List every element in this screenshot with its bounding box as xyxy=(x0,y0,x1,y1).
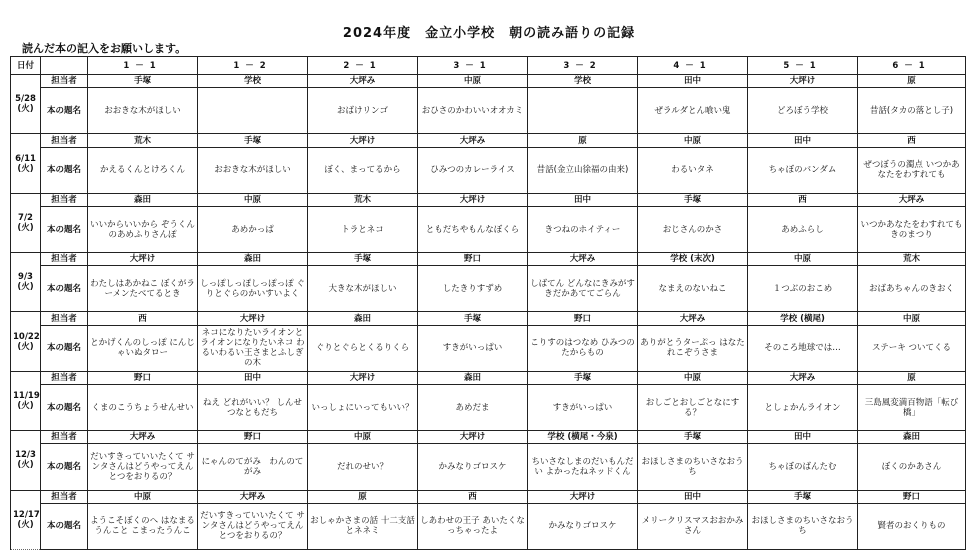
date-cell xyxy=(11,253,41,312)
book-title-cell: しっぽしっぽしっぽっぽ ぐりとぐらのかいすいよく xyxy=(198,266,308,312)
class-header: 5－1 xyxy=(748,57,858,75)
date-value: 12/3 xyxy=(15,450,36,461)
book-title-cell: かみなりゴロスケ xyxy=(418,444,528,490)
book-title-cell: きつねのホイティー xyxy=(528,207,638,253)
teacher-cell: 手塚 xyxy=(638,193,748,206)
record-body xyxy=(11,75,966,550)
book-title-cell: おおきな木がほしい xyxy=(88,88,198,134)
teacher-cell: 手塚 xyxy=(528,371,638,384)
book-title-cell: いいからいいから ぞうくんのあめふりさんぽ xyxy=(88,207,198,253)
teacher-cell: 大坪け xyxy=(418,193,528,206)
book-title-cell: としょかんライオン xyxy=(748,385,858,431)
teacher-cell: 手塚 xyxy=(308,253,418,266)
date-value: 10/22 xyxy=(13,331,40,342)
teacher-cell: 田中 xyxy=(528,193,638,206)
book-title-cell: かえるくんとけろくん xyxy=(88,147,198,193)
book-title-cell: だいすきっていいたくて サンタさんはどうやってえんとつをおりるの？ xyxy=(88,444,198,490)
teacher-cell: 森田 xyxy=(858,431,966,444)
weekday-value: (火) xyxy=(17,460,34,471)
book-title-cell: あめふらし xyxy=(748,207,858,253)
book-label: 本の題名 xyxy=(41,385,88,431)
book-title-cell: ぐりとぐらとくるりくら xyxy=(308,325,418,371)
book-title-cell: したきりすずめ xyxy=(418,266,528,312)
date-cell xyxy=(11,134,41,193)
instruction-text: 読んだ本の記入をお願いします。 xyxy=(22,42,187,55)
book-title-cell: 昔話(タカの落とし子) xyxy=(858,88,966,134)
teacher-cell: 学校 (末次) xyxy=(638,253,748,266)
class-header: 3－1 xyxy=(418,57,528,75)
teacher-cell: 野口 xyxy=(198,431,308,444)
date-value: 9/3 xyxy=(18,272,33,283)
teacher-cell: 荒木 xyxy=(88,134,198,147)
book-title-cell: おしゃかさまの話 十二支話とネネミ xyxy=(308,503,418,549)
teacher-cell: 中原 xyxy=(638,371,748,384)
teacher-cell: 大坪け xyxy=(88,253,198,266)
book-title-cell: おしごとおしごとなにする？ xyxy=(638,385,748,431)
book-row xyxy=(11,385,966,431)
teacher-row xyxy=(11,431,966,444)
date-cell xyxy=(11,490,41,549)
class-header: 2－1 xyxy=(308,57,418,75)
book-title-cell: どろぼう学校 xyxy=(748,88,858,134)
book-title-cell: こりすのはつなめ ひみつのたからもの xyxy=(528,325,638,371)
teacher-cell: 大坪け xyxy=(198,312,308,325)
teacher-row xyxy=(11,371,966,384)
class-header: 1－1 xyxy=(88,57,198,75)
teacher-cell: 田中 xyxy=(198,371,308,384)
teacher-cell: 荒木 xyxy=(858,253,966,266)
teacher-cell: 大坪み xyxy=(88,431,198,444)
book-row xyxy=(11,207,966,253)
book-title-cell xyxy=(198,88,308,134)
date-value: 7/2 xyxy=(18,212,33,223)
book-title-cell: すきがいっぱい xyxy=(418,325,528,371)
book-title-cell: おおきな木がほしい xyxy=(198,147,308,193)
teacher-cell: 野口 xyxy=(88,371,198,384)
book-title-cell: おほしさまのちいさなおうち xyxy=(748,503,858,549)
teacher-cell: 原 xyxy=(308,490,418,503)
book-label: 本の題名 xyxy=(41,207,88,253)
teacher-cell: 学校 xyxy=(528,75,638,88)
book-title-cell: 昔話(金立山徐福の由来) xyxy=(528,147,638,193)
date-cell xyxy=(11,371,41,430)
book-title-cell: 三島風変満百物語「転び橋」 xyxy=(858,385,966,431)
teacher-row xyxy=(11,253,966,266)
teacher-cell: 学校 (横尾・今泉) xyxy=(528,431,638,444)
date-value: 11/19 xyxy=(13,390,40,401)
teacher-cell: 西 xyxy=(858,134,966,147)
teacher-cell: 中原 xyxy=(88,490,198,503)
teacher-cell: 中原 xyxy=(418,75,528,88)
teacher-cell: 田中 xyxy=(748,431,858,444)
teacher-label: 担当者 xyxy=(41,193,88,206)
teacher-cell: 西 xyxy=(418,490,528,503)
book-title-cell: おじさんのかさ xyxy=(638,207,748,253)
teacher-cell: 森田 xyxy=(198,253,308,266)
date-value: 6/11 xyxy=(15,153,36,164)
book-title-cell: あめかっぱ xyxy=(198,207,308,253)
teacher-cell: 中原 xyxy=(198,193,308,206)
teacher-row xyxy=(11,312,966,325)
teacher-cell: 手塚 xyxy=(198,134,308,147)
book-title-cell: ねえ どれがいい？ しんせつなともだち xyxy=(198,385,308,431)
date-cell xyxy=(11,75,41,134)
date-value: 5/28 xyxy=(15,94,36,105)
book-title-cell: そのころ地球では… xyxy=(748,325,858,371)
teacher-cell: 大坪け xyxy=(308,134,418,147)
book-title-cell: くまのこうちょうせんせい xyxy=(88,385,198,431)
book-title-cell: しあわせの王子 あいたくなっちゃったよ xyxy=(418,503,528,549)
book-title-cell: おほしさまのちいさなおうち xyxy=(638,444,748,490)
teacher-cell: 手塚 xyxy=(418,312,528,325)
teacher-row xyxy=(11,193,966,206)
book-label: 本の題名 xyxy=(41,325,88,371)
book-title-cell: ありがとうターぷっ はなたれこぞうさま xyxy=(638,325,748,371)
book-title-cell: トラとネコ xyxy=(308,207,418,253)
book-title-cell: あめだま xyxy=(418,385,528,431)
book-row xyxy=(11,325,966,371)
class-header: 3－2 xyxy=(528,57,638,75)
class-header: 4－1 xyxy=(638,57,748,75)
page-title: 2024年度 金立小学校 朝の読み語りの記録 xyxy=(342,26,636,41)
teacher-cell: 大坪け xyxy=(748,75,858,88)
book-title-cell: ちゃぼのバンダム xyxy=(748,147,858,193)
book-title-cell: とかげくんのしっぽ にんじゃいぬタロー xyxy=(88,325,198,371)
teacher-label: 担当者 xyxy=(41,75,88,88)
date-cell xyxy=(11,431,41,490)
book-title-cell: いっしょにいってもいい？ xyxy=(308,385,418,431)
teacher-row xyxy=(11,75,966,88)
book-title-cell: ちいさなしまのだいもんだい よかったねネッドくん xyxy=(528,444,638,490)
weekday-value: (火) xyxy=(17,341,34,352)
book-title-cell: ようこそぼくのへ はなまるうんこと こまったうんこ xyxy=(88,503,198,549)
teacher-row xyxy=(11,134,966,147)
book-title-cell: おばあちゃんのきおく xyxy=(858,266,966,312)
teacher-cell: 原 xyxy=(858,75,966,88)
book-title-cell: だれのせい？ xyxy=(308,444,418,490)
weekday-value: (火) xyxy=(17,104,34,115)
class-header: 1－2 xyxy=(198,57,308,75)
book-title-cell: ともだちやもんなぼくら xyxy=(418,207,528,253)
book-label: 本の題名 xyxy=(41,503,88,549)
teacher-cell: 野口 xyxy=(858,490,966,503)
book-title-cell: ちゃぼのばんたむ xyxy=(748,444,858,490)
teacher-cell: 手塚 xyxy=(748,490,858,503)
book-title-cell: なまえのないねこ xyxy=(638,266,748,312)
book-title-cell: おばけリンゴ xyxy=(308,88,418,134)
teacher-cell: 田中 xyxy=(638,75,748,88)
date-cell xyxy=(11,193,41,252)
teacher-cell: 野口 xyxy=(528,312,638,325)
teacher-label: 担当者 xyxy=(41,490,88,503)
book-row xyxy=(11,88,966,134)
weekday-value: (火) xyxy=(17,163,34,174)
book-title-cell: 大きな木がほしい xyxy=(308,266,418,312)
reading-record-table xyxy=(10,56,966,550)
teacher-cell: 大坪み xyxy=(418,134,528,147)
teacher-cell: 田中 xyxy=(638,490,748,503)
teacher-cell: 中原 xyxy=(638,134,748,147)
teacher-cell: 手塚 xyxy=(88,75,198,88)
teacher-cell: 大坪み xyxy=(638,312,748,325)
book-title-cell: ぜラルダとん喰い鬼 xyxy=(638,88,748,134)
teacher-cell: 大坪み xyxy=(528,253,638,266)
date-value: 12/17 xyxy=(13,509,40,520)
book-title-cell: ぼく、まってるから xyxy=(308,147,418,193)
teacher-cell: 大坪け xyxy=(308,371,418,384)
book-label: 本の題名 xyxy=(41,266,88,312)
book-row xyxy=(11,147,966,193)
weekday-value: (火) xyxy=(17,519,34,530)
book-title-cell: 賢者のおくりもの xyxy=(858,503,966,549)
teacher-cell: 大坪け xyxy=(418,431,528,444)
book-row xyxy=(11,444,966,490)
book-title-cell: いつかあなたをわすれても きのまつり xyxy=(858,207,966,253)
teacher-cell: 大坪け xyxy=(528,490,638,503)
book-title-cell: ネコになりたいライオンとライオンになりたいネコ わるいわるい王さまとふしぎの木 xyxy=(198,325,308,371)
teacher-cell: 田中 xyxy=(748,134,858,147)
book-title-cell: おひさのかわいいオオカミ xyxy=(418,88,528,134)
teacher-row xyxy=(11,490,966,503)
teacher-cell: 荒木 xyxy=(308,193,418,206)
book-title-cell xyxy=(528,88,638,134)
teacher-cell: 原 xyxy=(858,371,966,384)
teacher-cell: 大坪み xyxy=(748,371,858,384)
weekday-value: (火) xyxy=(17,282,34,293)
teacher-cell: 学校 xyxy=(198,75,308,88)
teacher-cell: 森田 xyxy=(308,312,418,325)
teacher-cell: 森田 xyxy=(88,193,198,206)
teacher-label: 担当者 xyxy=(41,253,88,266)
book-label: 本の題名 xyxy=(41,88,88,134)
book-title-cell: かみなりゴロスケ xyxy=(528,503,638,549)
weekday-value: (火) xyxy=(17,222,34,233)
weekday-value: (火) xyxy=(17,400,34,411)
teacher-cell: 森田 xyxy=(418,371,528,384)
teacher-cell: 手塚 xyxy=(638,431,748,444)
teacher-label: 担当者 xyxy=(41,312,88,325)
teacher-cell: 学校 (横尾) xyxy=(748,312,858,325)
date-column-header: 日付 xyxy=(11,57,41,75)
date-cell xyxy=(11,312,41,371)
book-row xyxy=(11,503,966,549)
teacher-label: 担当者 xyxy=(41,371,88,384)
book-title-cell: メリークリスマスおおかみさん xyxy=(638,503,748,549)
book-row xyxy=(11,266,966,312)
book-title-cell: １つぶのおこめ xyxy=(748,266,858,312)
book-title-cell: ぼくのかあさん xyxy=(858,444,966,490)
teacher-cell: 大坪み xyxy=(858,193,966,206)
teacher-cell: 野口 xyxy=(418,253,528,266)
book-title-cell: ひみつのカレーライス xyxy=(418,147,528,193)
header-row xyxy=(11,57,966,75)
teacher-label: 担当者 xyxy=(41,431,88,444)
teacher-cell: 西 xyxy=(88,312,198,325)
teacher-cell: 西 xyxy=(748,193,858,206)
book-title-cell: にゃんのてがみ わんのてがみ xyxy=(198,444,308,490)
teacher-cell: 原 xyxy=(528,134,638,147)
book-title-cell: だいすきっていいたくて サンタさんはどうやってえんとつをおりるの？ xyxy=(198,503,308,549)
teacher-cell: 中原 xyxy=(308,431,418,444)
teacher-cell: 中原 xyxy=(858,312,966,325)
teacher-cell: 大坪み xyxy=(198,490,308,503)
book-title-cell: わるいタネ xyxy=(638,147,748,193)
label-column-header xyxy=(41,57,88,75)
book-label: 本の題名 xyxy=(41,444,88,490)
book-title-cell: ステーキ ついてくる xyxy=(858,325,966,371)
teacher-cell: 中原 xyxy=(748,253,858,266)
book-title-cell: ぜつぼうの濁点 いつかあなたをわすれても xyxy=(858,147,966,193)
teacher-label: 担当者 xyxy=(41,134,88,147)
book-title-cell: しばてん どんなにきみがすきだかあててごらん xyxy=(528,266,638,312)
teacher-cell: 大坪み xyxy=(308,75,418,88)
book-label: 本の題名 xyxy=(41,147,88,193)
book-title-cell: すきがいっぱい xyxy=(528,385,638,431)
book-title-cell: わたしはあかねこ ぼくがラーメンたべてるとき xyxy=(88,266,198,312)
class-header: 6－1 xyxy=(858,57,966,75)
